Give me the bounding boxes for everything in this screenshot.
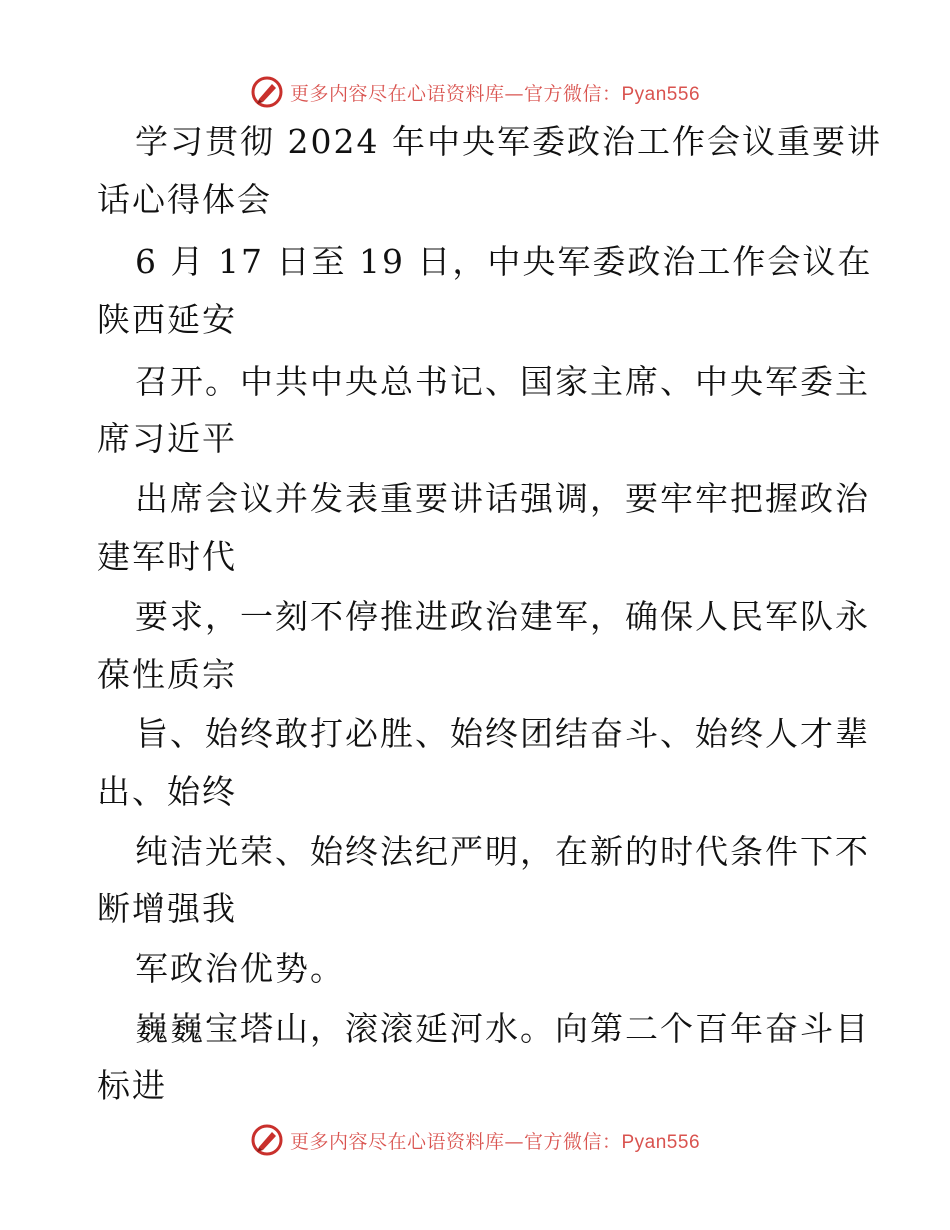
pen-seal-icon [250,75,284,109]
text-line: 出席会议并发表重要讲话强调，要牢牢把握政治 [135,479,870,518]
text-line: 席习近平 [97,419,237,458]
text-line: 断增强我 [97,889,237,928]
text-line: 话心得体会 [97,180,272,219]
footer-watermark [0,1118,950,1162]
text-line: 军政治优势。 [135,949,345,988]
text-line: 葆性质宗 [97,655,237,694]
text-line: 纯洁光荣、始终法纪严明，在新的时代条件下不 [135,832,870,871]
text-line: 出、始终 [97,772,237,811]
text-line: 旨、始终敢打必胜、始终团结奋斗、始终人才辈 [135,714,870,753]
watermark-text: 更多内容尽在心语资料库—官方微信：Pyan556 [289,1130,701,1153]
text-line: 建军时代 [97,537,237,576]
text-line: 巍巍宝塔山，滚滚延河水。向第二个百年奋斗目 [135,1009,870,1048]
pen-seal-icon [250,1123,284,1157]
text-line: 学习贯彻 2024 年中央军委政治工作会议重要讲 [135,122,882,161]
text-line: 标进 [97,1066,167,1105]
text-line: 要求，一刻不停推进政治建军，确保人民军队永 [135,597,870,636]
text-line: 陕西延安 [97,300,237,339]
watermark-text: 更多内容尽在心语资料库—官方微信：Pyan556 [289,82,701,105]
text-line: 召开。中共中央总书记、国家主席、中央军委主 [135,362,870,401]
text-line: 6 月 17 日至 19 日，中央军委政治工作会议在 [135,242,873,281]
header-watermark [0,70,950,114]
